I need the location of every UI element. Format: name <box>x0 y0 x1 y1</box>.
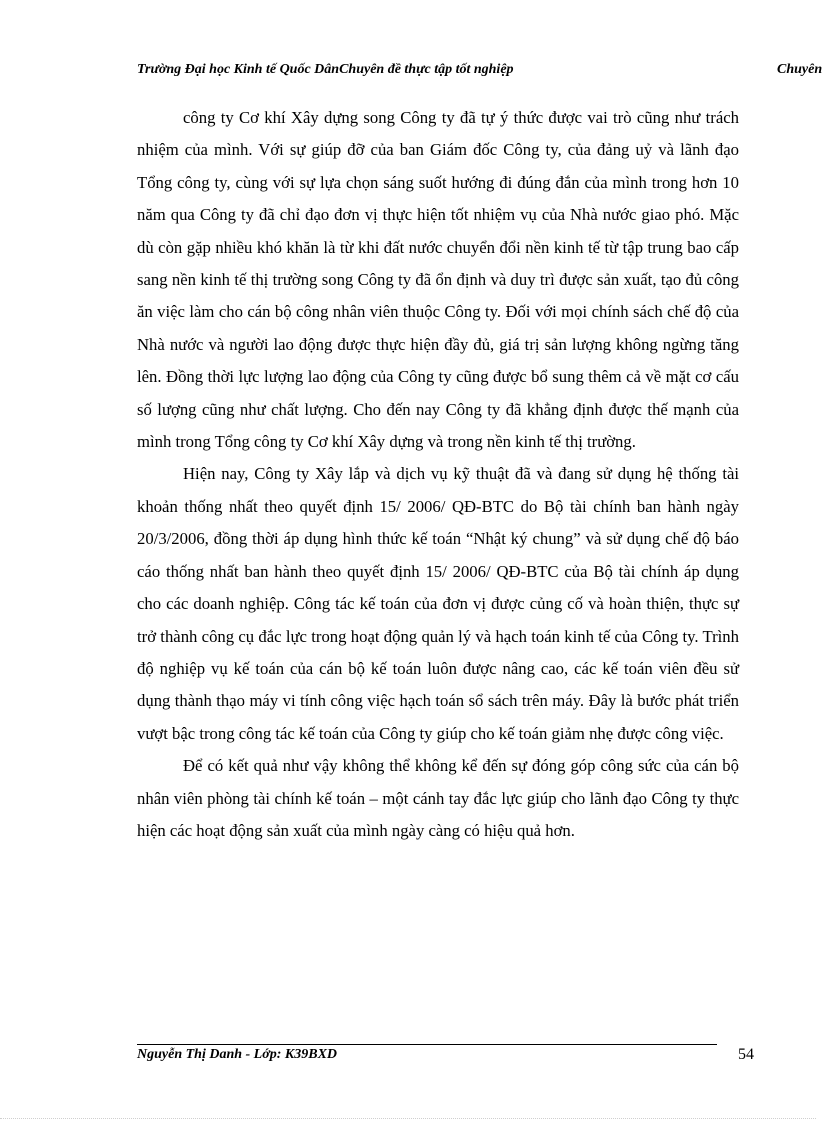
page-number: 54 <box>738 1046 754 1063</box>
page-bottom-border <box>0 1118 816 1119</box>
header-title: Trường Đại học Kinh tế Quốc DânChuyên đề thực tập tốt nghiệp <box>137 62 514 77</box>
paragraph-3: Để có kết quả như vậy không thể không kể đến sự đóng góp công sức của cán bộ nhân viên phòng tài chính kế toán – một cánh tay đắc lực giúp cho lãnh đạo Công ty thực hiện các hoạt động sản xuất của mình ngày càng có hiệu quả hơn. <box>137 756 739 840</box>
header-right-title: Chuyên <box>777 62 822 77</box>
footer-author: Nguyễn Thị Danh - Lớp: K39BXD <box>137 1047 338 1062</box>
body-text <box>137 102 739 847</box>
page-header <box>137 62 822 84</box>
paragraph-1: công ty Cơ khí Xây dựng song Công ty đã tự ý thức được vai trò cũng như trách nhiệm của mình. Với sự giúp đỡ của ban Giám đốc Công ty, của đảng uỷ và lãnh đạo Tổng công ty, cùng với sự lựa chọn sáng suốt hướng đi đúng đắn của mình trong hơn 10 năm qua Công ty đã chỉ đạo đơn vị thực hiện tốt nhiệm vụ của Nhà nước giao phó. Mặc dù còn gặp nhiều khó khăn là từ khi đất nước chuyển đổi nền kinh tế từ tập trung bao cấp sang nền kinh tế thị trường song Công ty đã ổn định và duy trì được sản xuất, tạo đủ công ăn việc làm cho cán bộ công nhân viên thuộc Công ty. Đối với mọi chính sách chế độ của Nhà nước và người lao động được thực hiện đầy đủ, giá trị sản lượng không ngừng tăng lên. Đồng thời lực lượng lao động của Công ty cũng được bổ sung thêm cả về mặt cơ cấu số lượng cũng như chất lượng. Cho đến nay Công ty đã khẳng định được thế mạnh của mình trong Tổng công ty Cơ khí Xây dựng và trong nền kinh tế thị trường. <box>137 108 739 452</box>
footer-divider <box>137 1044 717 1045</box>
paragraph-2: Hiện nay, Công ty Xây lắp và dịch vụ kỹ thuật đã và đang sử dụng hệ thống tài khoản thống nhất theo quyết định 15/ 2006/ QĐ-BTC do Bộ tài chính ban hành ngày 20/3/2006, đồng thời áp dụng hình thức kế toán “Nhật ký chung” và sử dụng chế độ báo cáo thống nhất ban hành theo quyết định 15/ 2006/ QĐ-BTC của Bộ tài chính áp dụng cho các doanh nghiệp. Công tác kế toán của đơn vị được củng cố và hoàn thiện, thực sự trở thành công cụ đắc lực trong hoạt động quản lý và hạch toán kinh tế của Công ty. Trình độ nghiệp vụ kế toán của cán bộ kế toán luôn được nâng cao, các kế toán viên đều sử dụng thành thạo máy vi tính công việc hạch toán sổ sách trên máy. Đây là bước phát triển vượt bậc trong công tác kế toán của Công ty giúp cho kế toán giảm nhẹ được công việc. <box>137 464 739 743</box>
